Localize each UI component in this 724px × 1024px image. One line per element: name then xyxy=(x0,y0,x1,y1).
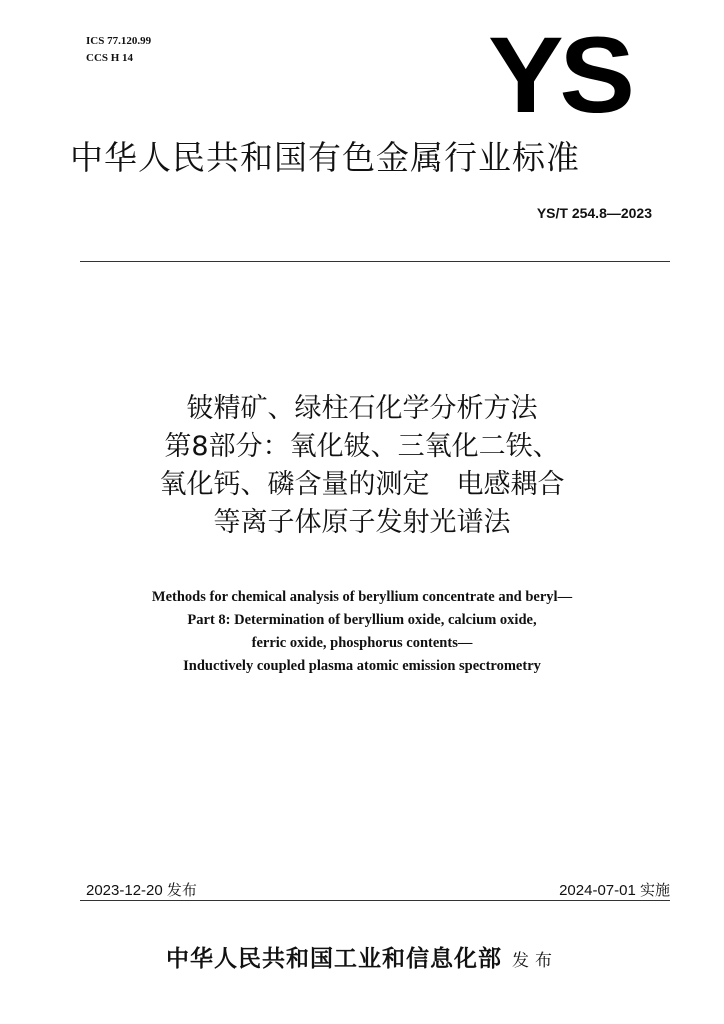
ccs-code: CCS H 14 xyxy=(86,52,134,64)
bottom-divider xyxy=(80,900,670,901)
chinese-title-line: 氧化钙、磷含量的测定 电感耦合 xyxy=(159,469,565,500)
english-title-line: Inductively coupled plasma atomic emission spectrometry xyxy=(183,658,541,674)
publisher xyxy=(0,940,724,973)
chinese-title-line: 铍精矿、绿柱石化学分析方法 xyxy=(186,393,538,424)
ys-logo: YS xyxy=(488,14,631,135)
english-title-line: ferric oxide, phosphorus contents— xyxy=(251,635,473,651)
chinese-title-line: 等离子体原子发射光谱法 xyxy=(213,507,511,538)
english-title-line: Methods for chemical analysis of beryllium concentrate and beryl— xyxy=(151,589,573,605)
issue-date: 2023-12-20 发布 xyxy=(86,882,197,899)
publisher-action: 发布 xyxy=(512,951,558,971)
english-title-line: Part 8: Determination of beryllium oxide, calcium oxide, xyxy=(187,612,537,628)
chinese-title-line: 第8部分：氧化铍、三氧化二铁、 xyxy=(164,431,560,462)
ics-code: ICS 77.120.99 xyxy=(86,35,152,47)
standard-number: YS/T 254.8—2023 xyxy=(536,205,652,221)
classification-codes xyxy=(86,33,151,67)
top-divider xyxy=(80,261,670,262)
publisher-name: 中华人民共和国工业和信息化部 xyxy=(166,945,502,972)
chinese-title xyxy=(0,390,724,542)
standard-category-title: 中华人民共和国有色金属行业标准 xyxy=(70,138,580,177)
english-title xyxy=(0,586,724,678)
implementation-date: 2024-07-01 实施 xyxy=(559,882,670,899)
